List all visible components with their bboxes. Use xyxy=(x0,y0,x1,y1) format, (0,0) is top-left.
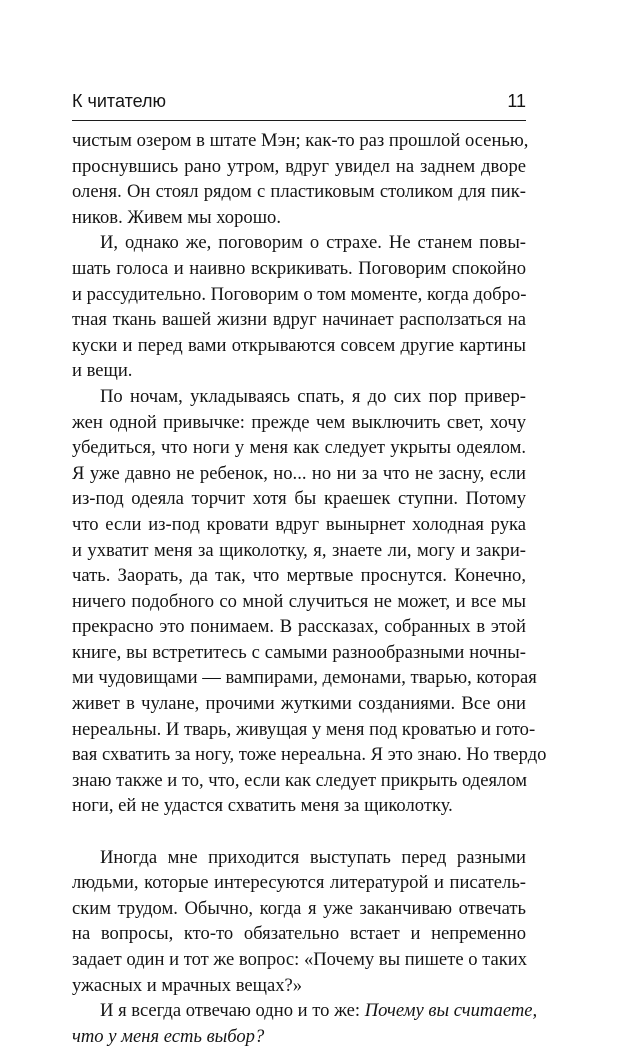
header-rule xyxy=(72,120,526,121)
italic-text: что у меня есть выбор? xyxy=(72,1025,265,1047)
text-line: людьми, которые интересуются литературой и писатель- xyxy=(72,872,526,894)
paragraph xyxy=(72,998,538,1049)
section-break xyxy=(72,819,526,845)
text-line: нереальны. И тварь, живущая у меня под кроватью и гото- xyxy=(72,718,536,740)
text-line: оленя. Он стоял рядом с пластиковым столиком для пик- xyxy=(72,181,526,203)
text-line: И, однако же, поговорим о страхе. Не станем повы- xyxy=(100,232,526,254)
italic-text: Почему вы считаете, xyxy=(364,1000,538,1022)
text-line: задает один и тот же вопрос: «Почему вы пишете о таких xyxy=(72,949,528,970)
text-line: проснувшись рано утром, вдруг увидел на заднем дворе xyxy=(72,155,526,177)
page-number: 11 xyxy=(507,91,526,111)
paragraph xyxy=(72,845,526,999)
text-line: По ночам, укладываясь спать, я до сих пор привер- xyxy=(100,385,526,407)
text-line: и рассудительно. Поговорим о том моменте, когда добро- xyxy=(72,283,527,305)
text-line: тная ткань вашей жизни вдруг начинает расползаться на xyxy=(72,309,526,331)
text-line: на вопросы, кто-то обязательно встает и непременно xyxy=(72,923,526,945)
running-head xyxy=(72,86,526,116)
running-head-title: К читателю xyxy=(72,91,167,111)
text-line: ским трудом. Обычно, когда я уже заканчиваю отвечать xyxy=(72,897,526,919)
text-line: чистым озером в штате Мэн; как-то раз прошлой осенью, xyxy=(72,130,529,151)
text-segment: И я всегда отвечаю одно и то же: xyxy=(100,1000,365,1022)
text-line: вая схватить за ногу, тоже нереальна. Я это знаю. Но твердо xyxy=(72,744,547,766)
text-line xyxy=(72,1024,526,1049)
text-line: куски и перед вами открываются совсем другие картины xyxy=(72,334,526,356)
text-line: и ухватит меня за щиколотку, я, знаете ли, могу и закри- xyxy=(72,539,526,561)
paragraph xyxy=(72,384,547,819)
paragraph xyxy=(72,128,529,230)
text-line: прекрасно это понимаем. В рассказах, собранных в этой xyxy=(72,616,526,638)
text-line: шать голоса и наивно вскрикивать. Поговорим спокойно xyxy=(72,257,526,279)
text-line: чать. Заорать, да так, что мертвые проснутся. Конечно, xyxy=(72,565,526,587)
text-line: жен одной привычке: прежде чем выключить свет, хочу xyxy=(72,411,526,433)
text-line: ми чудовищами — вампирами, демонами, тварью, которая xyxy=(72,667,537,689)
text-line: знаю также и то, что, если как следует прикрыть одеялом xyxy=(72,769,528,791)
text-line: что если из-под кровати вдруг вынырнет холодная рука xyxy=(72,513,526,535)
text-line xyxy=(72,998,538,1024)
text-line: убедиться, что ноги у меня как следует укрыты одеялом. xyxy=(72,437,526,459)
text-line: живет в чулане, прочими жуткими созданиями. Все они xyxy=(72,693,526,715)
text-line: ужасных и мрачных вещах?» xyxy=(72,974,303,996)
text-line: из-под одеяла торчит хотя бы краешек ступни. Потому xyxy=(72,488,526,510)
text-line: книге, вы встретитесь с самыми разнообразными ночны- xyxy=(72,641,526,663)
body-text xyxy=(72,128,547,1049)
text-line: ноги, ей не удастся схватить меня за щиколотку. xyxy=(72,795,453,817)
text-line: Я уже давно не ребенок, но... но ни за что не засну, если xyxy=(72,462,526,484)
text-line: Иногда мне приходится выступать перед разными xyxy=(100,846,526,868)
text-line: ничего подобного со мной случиться не может, и все мы xyxy=(72,590,526,612)
text-line: и вещи. xyxy=(72,360,133,382)
paragraph xyxy=(72,230,526,384)
text-line: ников. Живем мы хорошо. xyxy=(72,206,281,228)
